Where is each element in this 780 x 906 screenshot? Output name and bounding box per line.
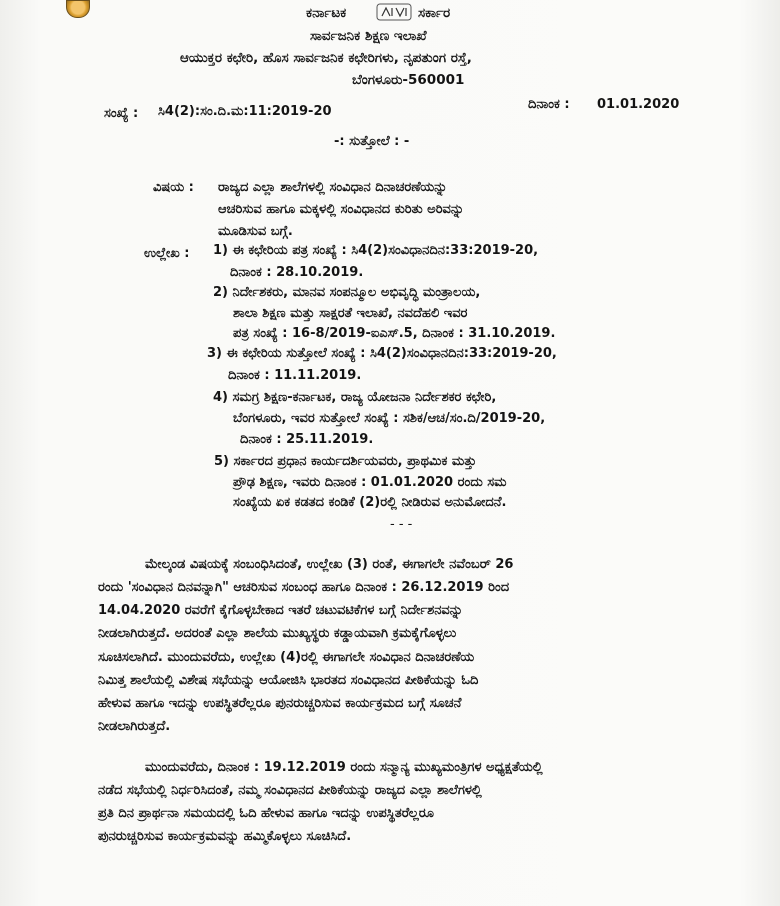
reference-line: 3) ಈ ಕಛೇರಿಯ ಸುತ್ತೋಲೆ ಸಂಖ್ಯೆ : ಸಿ4(2)ಸಂವಿಧಾನದಿನ:33:2019-20, bbox=[207, 346, 557, 361]
reference-line: ದಿನಾಂಕ : 11.11.2019. bbox=[228, 368, 362, 383]
body-line: ಮೇಲ್ಕಂಡ ವಿಷಯಕ್ಕೆ ಸಂಬಂಧಿಸಿದಂತೆ, ಉಲ್ಲೇಖ (3) ರಂತೆ, ಈಗಾಗಲೇ ನವೆಂಬರ್ 26 bbox=[145, 557, 514, 572]
section-separator: - - - bbox=[390, 517, 413, 532]
body-line: 14.04.2020 ರವರೆಗೆ ಕೈಗೊಳ್ಳಬೇಕಾದ ಇತರೆ ಚಟುವಟಿಕೆಗಳ ಬಗ್ಗೆ ನಿರ್ದೇಶನವನ್ನು bbox=[98, 603, 463, 618]
state-seal-icon bbox=[376, 3, 412, 21]
ref-number-label: ಸಂಖ್ಯೆ : bbox=[104, 106, 139, 121]
body-line: ಮುಂದುವರೆದು, ದಿನಾಂಕ : 19.12.2019 ರಂದು ಸನ್ಮಾನ್ಯ ಮುಖ್ಯಮಂತ್ರಿಗಳ ಅಧ್ಯಕ್ಷತೆಯಲ್ಲಿ bbox=[145, 760, 543, 775]
header-state-left: ಕರ್ನಾಟಕ bbox=[306, 5, 347, 21]
subject-line: ರಾಜ್ಯದ ಎಲ್ಲಾ ಶಾಲೆಗಳಲ್ಲಿ ಸಂವಿಧಾನ ದಿನಾಚರಣೆಯನ್ನು bbox=[218, 180, 448, 195]
reference-line: ಪ್ರೌಢ ಶಿಕ್ಷಣ, ಇವರು ದಿನಾಂಕ : 01.01.2020 ರಂದು ಸಮ bbox=[233, 475, 507, 490]
references-label: ಉಲ್ಲೇಖ : bbox=[144, 246, 190, 261]
body-line: ಪುನರುಚ್ಚರಿಸುವ ಕಾರ್ಯಕ್ರಮವನ್ನು ಹಮ್ಮಿಕೊಳ್ಳಲು ಸೂಚಿಸಿದೆ. bbox=[98, 829, 352, 844]
reference-line: ದಿನಾಂಕ : 28.10.2019. bbox=[230, 265, 364, 280]
ref-number-value: ಸಿ4(2):ಸಂ.ದಿ.ಮ:11:2019-20 bbox=[158, 104, 332, 119]
department-name: ಸಾರ್ವಜನಿಕ ಶಿಕ್ಷಣ ಇಲಾಖೆ bbox=[310, 28, 427, 44]
body-line: ಹೇಳುವ ಹಾಗೂ ಇದನ್ನು ಉಪಸ್ಥಿತರೆಲ್ಲರೂ ಪುನರುಚ್ಚರಿಸುವ ಕಾರ್ಯಕ್ರಮದ ಬಗ್ಗೆ ಸೂಚನೆ bbox=[98, 696, 462, 711]
body-line: ನಡೆದ ಸಭೆಯಲ್ಲಿ ನಿರ್ಧರಿಸಿದಂತೆ, ನಮ್ಮ ಸಂವಿಧಾನದ ಪೀಠಿಕೆಯನ್ನು ರಾಜ್ಯದ ಎಲ್ಲಾ ಶಾಲೆಗಳಲ್ಲಿ bbox=[98, 783, 482, 798]
subject-label: ವಿಷಯ : bbox=[153, 180, 194, 195]
reference-line: 1) ಈ ಕಛೇರಿಯ ಪತ್ರ ಸಂಖ್ಯೆ : ಸಿ4(2)ಸಂವಿಧಾನದಿನ:33:2019-20, bbox=[213, 243, 539, 258]
reference-line: 5) ಸರ್ಕಾರದ ಪ್ರಧಾನ ಕಾರ್ಯದರ್ಶಿಯವರು, ಪ್ರಾಥಮಿಕ ಮತ್ತು bbox=[214, 454, 477, 469]
subject-line: ಆಚರಿಸುವ ಹಾಗೂ ಮಕ್ಕಳಲ್ಲಿ ಸಂವಿಧಾನದ ಕುರಿತು ಅರಿವನ್ನು bbox=[218, 202, 465, 217]
body-line: ಸೂಚಿಸಲಾಗಿದೆ. ಮುಂದುವರೆದು, ಉಲ್ಲೇಖ (4)ರಲ್ಲಿ ಈಗಾಗಲೇ ಸಂವಿಧಾನ ದಿನಾಚರಣೆಯ bbox=[98, 650, 475, 665]
emblem-icon bbox=[66, 0, 90, 18]
reference-line: ಸಂಖ್ಯೆಯ ಏಕ ಕಡತದ ಕಂಡಿಕೆ (2)ರಲ್ಲಿ ನೀಡಿರುವ ಅನುಮೋದನೆ. bbox=[233, 495, 507, 510]
body-line: ನಿಮಿತ್ತ ಶಾಲೆಯಲ್ಲಿ ವಿಶೇಷ ಸಭೆಯನ್ನು ಆಯೋಜಿಸಿ ಭಾರತದ ಸಂವಿಧಾನದ ಪೀಠಿಕೆಯನ್ನು ಓದಿ bbox=[98, 673, 479, 688]
date-value: 01.01.2020 bbox=[597, 97, 680, 112]
reference-line: ಶಾಲಾ ಶಿಕ್ಷಣ ಮತ್ತು ಸಾಕ್ಷರತೆ ಇಲಾಖೆ, ನವದೆಹಲಿ ಇವರ bbox=[233, 306, 468, 321]
body-line: ನೀಡಲಾಗಿರುತ್ತದೆ. ಅದರಂತೆ ಎಲ್ಲಾ ಶಾಲೆಯ ಮುಖ್ಯಸ್ಥರು ಕಡ್ಡಾಯವಾಗಿ ಕ್ರಮಕೈಗೊಳ್ಳಲು bbox=[98, 626, 457, 641]
reference-line: 4) ಸಮಗ್ರ ಶಿಕ್ಷಣ-ಕರ್ನಾಟಕ, ರಾಜ್ಯ ಯೋಜನಾ ನಿರ್ದೇಶಕರ ಕಛೇರಿ, bbox=[213, 390, 497, 405]
body-line: ನೀಡಲಾಗಿರುತ್ತದೆ. bbox=[98, 719, 171, 734]
body-line: ಪ್ರತಿ ದಿನ ಪ್ರಾರ್ಥನಾ ಸಮಯದಲ್ಲಿ ಓದಿ ಹೇಳುವ ಹಾಗೂ ಇದನ್ನು ಉಪಸ್ಥಿತರೆಲ್ಲರೂ bbox=[98, 806, 434, 821]
reference-line: ದಿನಾಂಕ : 25.11.2019. bbox=[240, 432, 374, 447]
reference-line: 2) ನಿರ್ದೇಶಕರು, ಮಾನವ ಸಂಪನ್ಮೂಲ ಅಭಿವೃದ್ಧಿ ಮಂತ್ರಾಲಯ, bbox=[213, 285, 481, 300]
reference-line: ಪತ್ರ ಸಂಖ್ಯೆ : 16-8/2019-ಐಎಸ್.5, ದಿನಾಂಕ : 31.10.2019. bbox=[233, 326, 556, 341]
office-city: ಬೆಂಗಳೂರು-560001 bbox=[352, 72, 465, 88]
subject-line: ಮೂಡಿಸುವ ಬಗ್ಗೆ. bbox=[218, 224, 293, 239]
office-address: ಆಯುಕ್ತರ ಕಛೇರಿ, ಹೊಸ ಸಾರ್ವಜನಿಕ ಕಛೇರಿಗಳು, ನೃಪತುಂಗ ರಸ್ತೆ, bbox=[180, 50, 472, 66]
body-line: ರಂದು 'ಸಂವಿಧಾನ ದಿನವನ್ನಾಗಿ" ಆಚರಿಸುವ ಸಂಬಂಧ ಹಾಗೂ ದಿನಾಂಕ : 26.12.2019 ರಿಂದ bbox=[98, 580, 510, 595]
circular-title: -: ಸುತ್ತೋಲೆ : - bbox=[334, 134, 410, 149]
reference-line: ಬೆಂಗಳೂರು, ಇವರ ಸುತ್ತೋಲೆ ಸಂಖ್ಯೆ : ಸಶಿಕ/ಆಚ/ಸಂ.ದಿ/2019-20, bbox=[233, 411, 546, 426]
header-state-right: ಸರ್ಕಾರ bbox=[418, 5, 451, 21]
date-label: ದಿನಾಂಕ : bbox=[528, 97, 570, 112]
